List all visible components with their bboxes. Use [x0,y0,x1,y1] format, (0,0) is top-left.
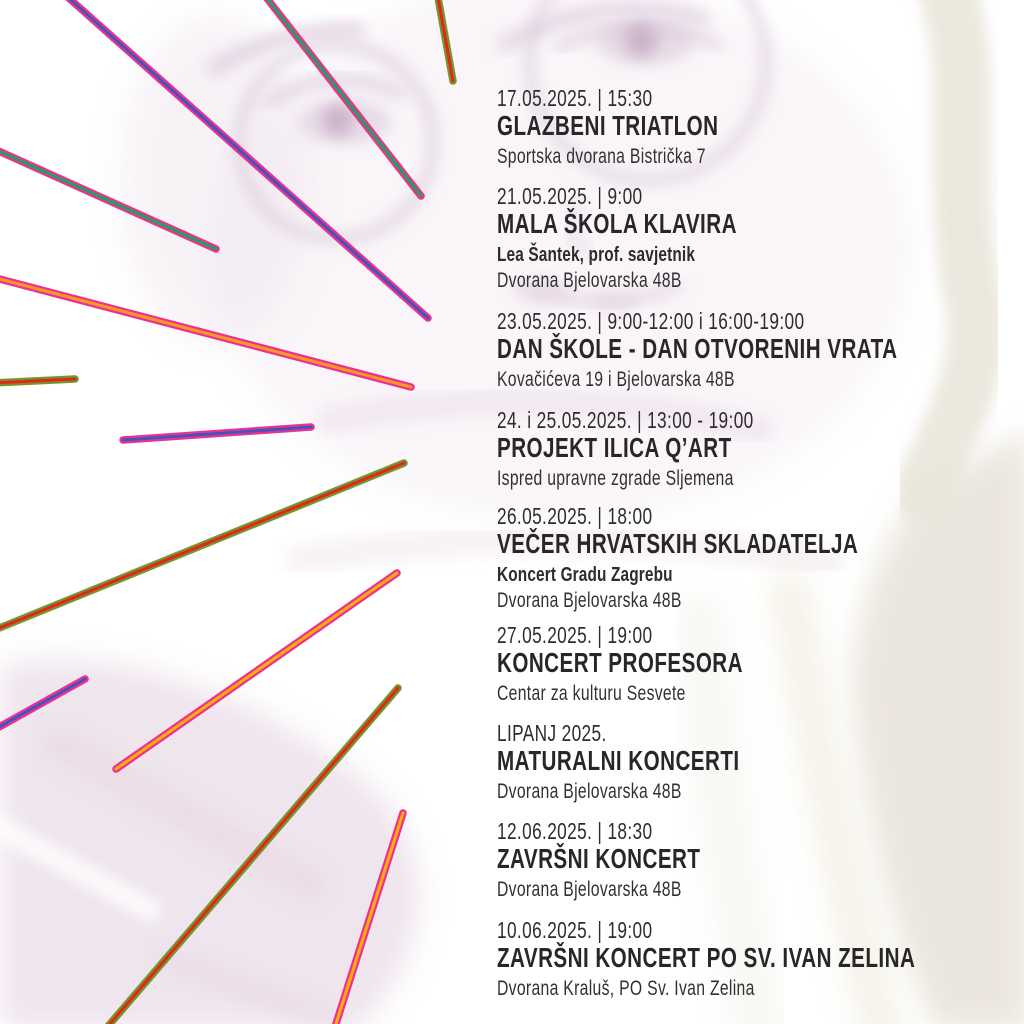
event-title: DAN ŠKOLE - DAN OTVORENIH VRATA [497,333,898,364]
event-date: 17.05.2025. | 15:30 [497,85,653,111]
event-location: Dvorana Bjelovarska 48B [497,269,682,292]
event-block [497,184,737,292]
event-block [497,408,754,490]
event-subtitle: Koncert Gradu Zagrebu [497,563,673,586]
event-block [497,86,719,168]
event-location: Dvorana Kraluš, PO Sv. Ivan Zelina [497,977,755,1000]
event-title: KONCERT PROFESORA [497,647,743,678]
event-location: Dvorana Bjelovarska 48B [497,780,682,803]
event-date: 10.06.2025. | 19:00 [497,917,653,943]
event-subtitle: Lea Šantek, prof. savjetnik [497,243,696,266]
event-title: GLAZBENI TRIATLON [497,110,719,141]
event-location: Dvorana Bjelovarska 48B [497,878,682,901]
event-date: 12.06.2025. | 18:30 [497,818,653,844]
event-block [497,918,915,1000]
event-location: Dvorana Bjelovarska 48B [497,589,682,612]
event-block [497,623,743,705]
event-block [497,819,700,901]
event-date: 21.05.2025. | 9:00 [497,183,643,209]
event-location: Centar za kulturu Sesvete [497,682,686,705]
event-date: 27.05.2025. | 19:00 [497,622,653,648]
event-block [497,504,858,612]
event-title: MATURALNI KONCERTI [497,745,740,776]
event-date: 26.05.2025. | 18:00 [497,503,653,529]
event-location: Sportska dvorana Bistrička 7 [497,145,706,168]
event-location: Ispred upravne zgrade Sljemena [497,467,734,490]
event-title: ZAVRŠNI KONCERT [497,843,701,874]
event-date: 23.05.2025. | 9:00-12:00 i 16:00-19:00 [497,308,805,334]
event-title: PROJEKT ILICA Q’ART [497,432,732,463]
event-date: 24. i 25.05.2025. | 13:00 - 19:00 [497,407,754,433]
event-title: VEČER HRVATSKIH SKLADATELJA [497,528,859,559]
event-location: Kovačićeva 19 i Bjelovarska 48B [497,368,735,391]
event-block [497,721,740,803]
event-block [497,309,897,391]
event-date: LIPANJ 2025. [497,720,607,746]
event-title: ZAVRŠNI KONCERT PO SV. IVAN ZELINA [497,942,916,973]
event-title: MALA ŠKOLA KLAVIRA [497,208,737,239]
